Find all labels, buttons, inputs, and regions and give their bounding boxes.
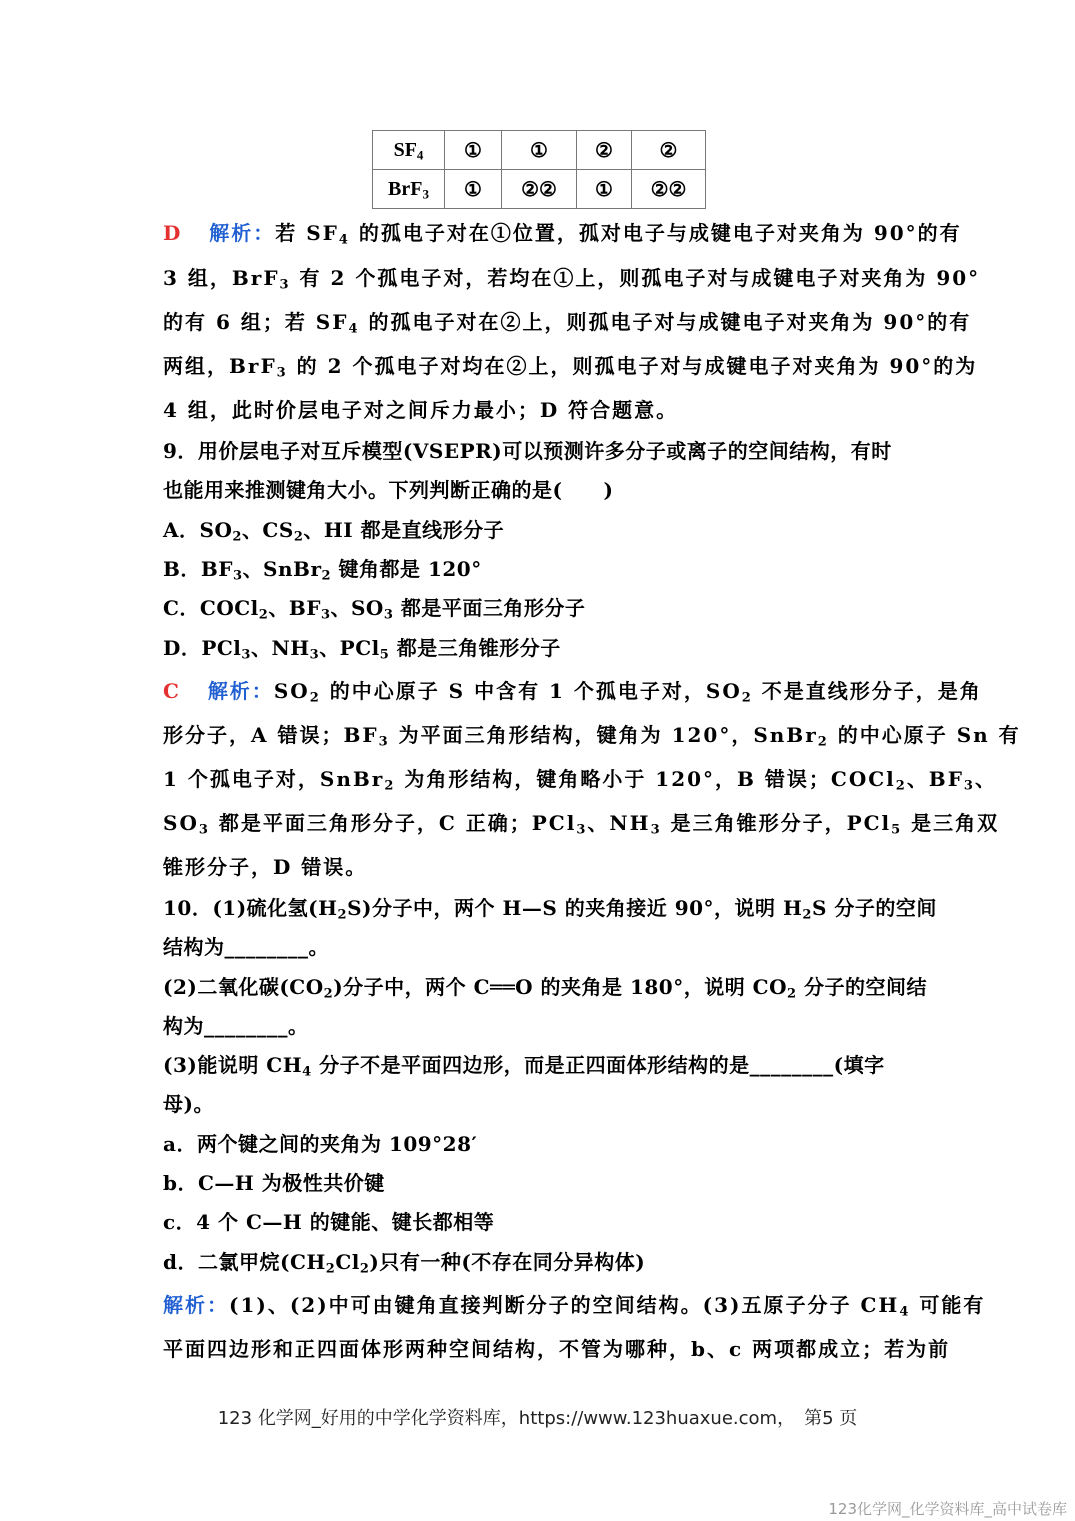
option-b: b．C—H 为极性共价键 <box>163 1171 385 1195</box>
table-row-label: $SF_4$ <box>373 131 445 170</box>
answer-letter: D <box>163 221 183 245</box>
explanation-line: 的有 6 组；若 $SF_4$ 的孤电子对在②上，则孤电子对与成键电子对夹角为 90°的有 <box>163 310 972 337</box>
option-d: D．PCl$_3$、$NH_3$、PCl$_5$ 都是三角锥形分子 <box>163 636 561 663</box>
explanation-line: 平面四边形和正四面体形两种空间结构，不管为哪种，b、c 两项都成立；若为前 <box>163 1337 951 1361</box>
question-stem: 10．(1)硫化氢$(H_2S)$分子中，两个 H—S 的夹角接近 90°，说明 $H_2S$ 分子的空间 <box>163 896 937 923</box>
table-row <box>373 131 706 170</box>
table-cell: ②② <box>632 170 706 209</box>
table-cell: ②② <box>502 170 577 209</box>
option-b: B．$BF_3$、SnBr$_2$ 键角都是 120° <box>163 557 482 584</box>
explanation-line: 两组，BrF$_3$ 的 2 个孤电子对均在②上，则孤电子对与成键电子对夹角为 90°的为 <box>163 354 978 381</box>
option-c: C．COCl$_2$、$BF_3$、$SO_3$ 都是平面三角形分子 <box>163 596 586 623</box>
explanation-line: $SO_3$ 都是平面三角形分子，C 正确；PCl$_3$、$NH_3$ 是三角锥形分子，PCl$_5$ 是三角双 <box>163 811 1000 838</box>
question-stem: 9．用价层电子对互斥模型(VSEPR)可以预测许多分子或离子的空间结构，有时 <box>163 439 892 463</box>
explanation-line: 锥形分子，D 错误。 <box>163 855 368 879</box>
explanation-tag: 解析： <box>163 1293 229 1317</box>
table-cell: ① <box>502 131 577 170</box>
table-cell: ① <box>445 131 502 170</box>
explanation-line: 解析：(1)、(2)中可由键角直接判断分子的空间结构。(3)五原子分子 $CH_4$ 可能有 <box>163 1293 986 1320</box>
answer-letter: C <box>163 679 181 703</box>
table-cell: ② <box>577 131 632 170</box>
option-a: A．$SO_2$、$CS_2$、HI 都是直线形分子 <box>163 518 505 545</box>
table-row <box>373 170 706 209</box>
table-cell: ② <box>632 131 706 170</box>
explanation-line: 4 组，此时价层电子对之间斥力最小；D 符合题意。 <box>163 398 679 422</box>
question-stem: 也能用来推测键角大小。下列判断正确的是( ) <box>163 478 614 502</box>
question-stem: 构为________。 <box>163 1014 309 1038</box>
page-footer: 123 化学网_好用的中学化学资料库，https://www.123huaxue.com， 第5 页 <box>217 1408 858 1429</box>
explanation-line: C 解析：$SO_2$ 的中心原子 S 中含有 1 个孤电子对，$SO_2$ 不是直线形分子，是角 <box>163 679 982 706</box>
watermark: 123化学网_化学资料库_高中试卷库 <box>828 1500 1067 1518</box>
explanation-line: 形分子，A 错误；$BF_3$ 为平面三角形结构，键角为 120°，SnBr$_2$ 的中心原子 Sn 有 <box>163 723 1021 750</box>
explanation-line: D 解析：若 $SF_4$ 的孤电子对在①位置，孤对电子与成键电子对夹角为 90°的有 <box>163 221 962 248</box>
explanation-tag: 解析： <box>209 221 276 245</box>
question-stem: 母)。 <box>163 1092 214 1116</box>
table-cell: ① <box>577 170 632 209</box>
table-cell: ① <box>445 170 502 209</box>
option-d: d．二氯甲烷$(CH_2Cl_2)$只有一种(不存在同分异构体) <box>163 1250 646 1277</box>
explanation-line: 1 个孤电子对，SnBr$_2$ 为角形结构，键角略小于 120°，B 错误；COCl$_2$、$BF_3$、 <box>163 767 997 794</box>
question-stem: 结构为________。 <box>163 935 329 959</box>
lone-pair-table <box>372 130 706 209</box>
table-row-label: BrF$_3$ <box>373 170 445 209</box>
question-stem: (3)能说明 $CH_4$ 分子不是平面四边形，而是正四面体形结构的是________(填字 <box>163 1053 885 1080</box>
option-a: a．两个键之间的夹角为 109°28′ <box>163 1132 478 1156</box>
explanation-tag: 解析： <box>207 679 274 703</box>
option-c: c．4 个 C—H 的键能、键长都相等 <box>163 1210 495 1234</box>
explanation-line: 3 组，BrF$_3$ 有 2 个孤电子对，若均在①上，则孤电子对与成键电子对夹角为 90° <box>163 266 981 293</box>
question-stem: (2)二氧化碳$(CO_2)$分子中，两个 C══O 的夹角是 180°，说明 $CO_2$ 分子的空间结 <box>163 975 928 1002</box>
